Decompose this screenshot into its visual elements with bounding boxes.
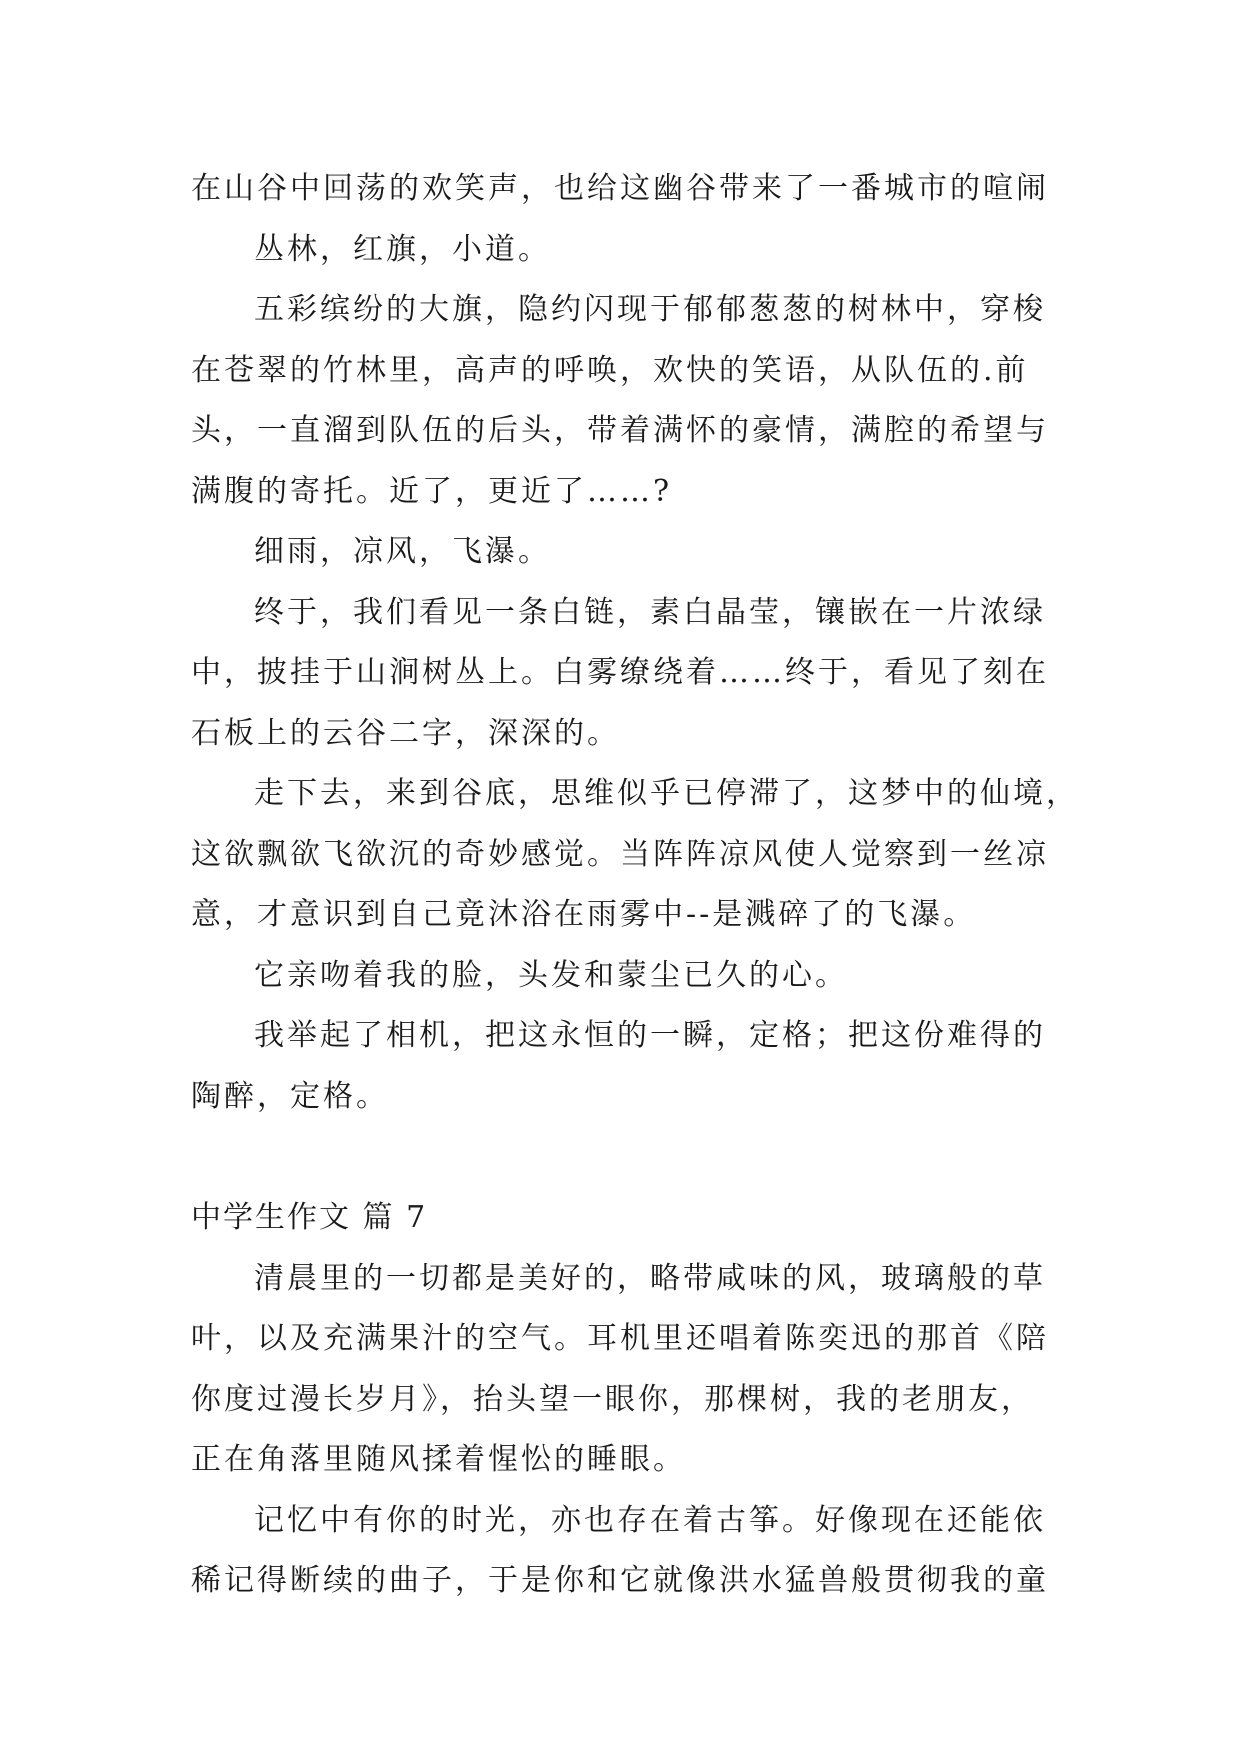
text-line: 丛林，红旗，小道。 bbox=[254, 231, 551, 267]
text-line: 稀记得断续的曲子，于是你和它就像洪水猛兽般贯彻我的童 bbox=[191, 1563, 1049, 1598]
section-heading: 中学生作文 篇 7 bbox=[191, 1200, 428, 1235]
text-line: 在苍翠的竹林里，高声的呼唤，欢快的笑语，从队伍的.前 bbox=[191, 352, 1029, 388]
text-line: 叶，以及充满果汁的空气。耳机里还唱着陈奕迅的那首《陪 bbox=[191, 1321, 1049, 1356]
text-line: 我举起了相机，把这永恒的一瞬，定格；把这份难得的 bbox=[254, 1018, 1046, 1053]
text-line: 记忆中有你的时光，亦也存在着古筝。好像现在还能依 bbox=[254, 1502, 1046, 1538]
text-line: 意，才意识到自己竟沐浴在雨雾中--是溅碎了的飞瀑。 bbox=[191, 897, 977, 932]
text-line: 陶醉，定格。 bbox=[191, 1078, 389, 1114]
text-line: 石板上的云谷二字，深深的。 bbox=[191, 715, 620, 751]
text-line: 终于，我们看见一条白链，素白晶莹，镶嵌在一片浓绿 bbox=[254, 594, 1046, 630]
text-line: 细雨，凉风，飞瀑。 bbox=[254, 534, 551, 569]
text-line: 走下去，来到谷底，思维似乎已停滞了，这梦中的仙境， bbox=[254, 776, 1079, 811]
document-body bbox=[191, 159, 1079, 1612]
text-line: 清晨里的一切都是美好的，略带咸味的风，玻璃般的草 bbox=[254, 1260, 1046, 1296]
text-line: 满腹的寄托。近了，更近了……? bbox=[191, 473, 673, 509]
text-line: 你度过漫长岁月》，抬头望一眼你，那棵树，我的老朋友， bbox=[191, 1381, 1034, 1417]
text-line: 它亲吻着我的脸，头发和蒙尘已久的心。 bbox=[254, 957, 848, 993]
text-line: 中，披挂于山涧树丛上。白雾缭绕着……终于，看见了刻在 bbox=[191, 655, 1049, 690]
text-line: 正在角落里随风揉着惺忪的睡眼。 bbox=[191, 1442, 686, 1477]
text-line: 五彩缤纷的大旗，隐约闪现于郁郁葱葱的树林中，穿梭 bbox=[254, 292, 1046, 327]
text-line: 在山谷中回荡的欢笑声，也给这幽谷带来了一番城市的喧闹 bbox=[191, 171, 1049, 206]
text-line: 头，一直溜到队伍的后头，带着满怀的豪情，满腔的希望与 bbox=[191, 413, 1049, 448]
text-line: 这欲飘欲飞欲沉的奇妙感觉。当阵阵凉风使人觉察到一丝凉 bbox=[191, 836, 1049, 872]
